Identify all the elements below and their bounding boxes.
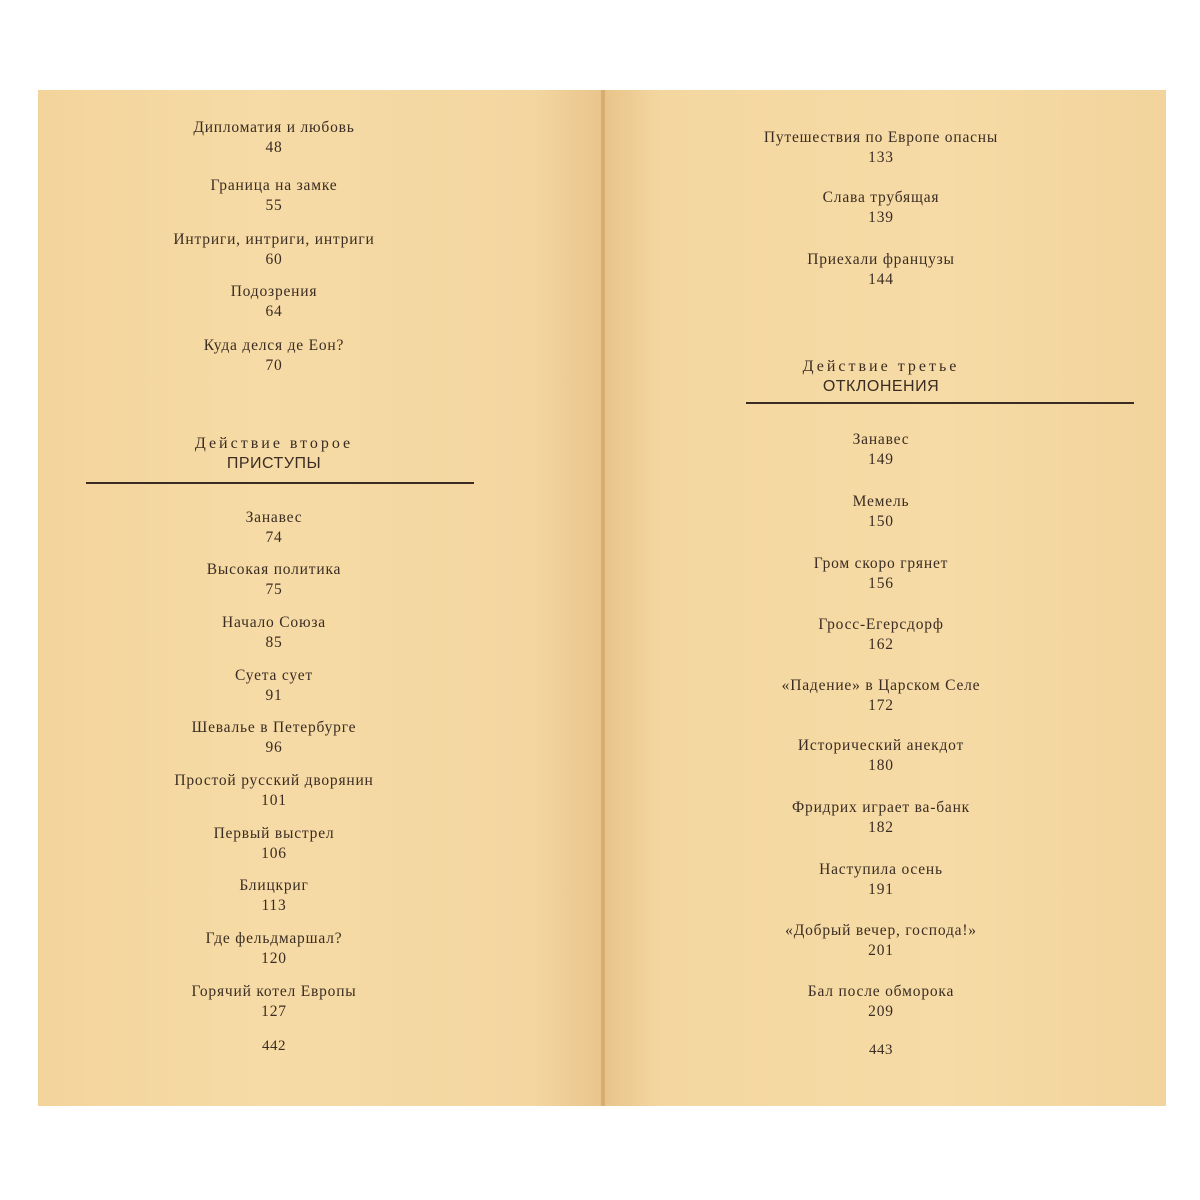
toc-entry (665, 676, 1097, 716)
toc-entry-page: 85 (265, 634, 283, 651)
toc-entry-page: 91 (265, 687, 283, 704)
toc-entry-title: Фридрих играет ва-банк (791, 799, 970, 816)
toc-entry (78, 982, 470, 1022)
toc-entry-page: 74 (265, 529, 283, 546)
toc-entry-page: 55 (265, 197, 283, 214)
toc-entry (665, 128, 1097, 168)
toc-entry (78, 560, 470, 600)
toc-entry (665, 615, 1097, 655)
toc-entry (665, 250, 1097, 290)
toc-entry-page: 106 (261, 845, 287, 862)
toc-entry (78, 876, 470, 916)
toc-entry-title: Интриги, интриги, интриги (173, 231, 375, 248)
toc-entry-title: Дипломатия и любовь (193, 119, 355, 136)
toc-entry-page: 70 (265, 357, 283, 374)
toc-entry-title: Первый выстрел (213, 825, 335, 842)
toc-entry (78, 508, 470, 548)
toc-entry-title: «Падение» в Царском Селе (781, 677, 981, 694)
toc-entry (78, 230, 470, 270)
act-title: Действие третье (802, 358, 960, 375)
toc-entry-page: 48 (265, 139, 283, 156)
toc-entry-page: 96 (265, 739, 283, 756)
toc-entry-title: Занавес (852, 431, 910, 448)
toc-entry-title: Суета сует (235, 667, 313, 684)
toc-entry-page: 75 (265, 581, 283, 598)
toc-entry-title: Исторический анекдот (797, 737, 965, 754)
toc-entry (78, 613, 470, 653)
toc-entry-title: Мемель (852, 493, 910, 510)
toc-entry (665, 982, 1097, 1022)
toc-entry-title: Куда делся де Еон? (203, 337, 345, 354)
toc-entry-page: 172 (868, 697, 894, 714)
toc-entry-page: 120 (261, 950, 287, 967)
book-spread (38, 90, 1166, 1106)
toc-entry-title: Где фельдмаршал? (205, 930, 343, 947)
toc-entry-page: 101 (261, 792, 287, 809)
toc-entry (78, 771, 470, 811)
toc-entry-page: 144 (868, 271, 894, 288)
toc-entry (665, 921, 1097, 961)
toc-entry-title: Блицкриг (239, 877, 309, 894)
toc-entry (78, 666, 470, 706)
toc-entry (78, 176, 470, 216)
page-number: 443 (869, 1042, 893, 1058)
toc-entry-page: 182 (868, 819, 894, 836)
left-page (38, 90, 601, 1106)
section-rule (86, 482, 474, 484)
toc-entry-page: 162 (868, 636, 894, 653)
section-rule (746, 402, 1134, 404)
toc-entry-title: Гром скоро грянет (813, 555, 949, 572)
toc-entry-page: 133 (868, 149, 894, 166)
act-subtitle: ОТКЛОНЕНИЯ (822, 378, 940, 395)
toc-entry (78, 718, 470, 758)
toc-entry-title: Наступила осень (819, 861, 943, 878)
toc-entry-title: «Добрый вечер, господа!» (785, 922, 977, 939)
toc-entry-page: 150 (868, 513, 894, 530)
right-page (605, 90, 1166, 1106)
toc-entry (665, 554, 1097, 594)
toc-entry (78, 336, 470, 376)
toc-entry-title: Занавес (245, 509, 303, 526)
toc-entry (78, 282, 470, 322)
toc-entry-title: Подозрения (230, 283, 318, 300)
toc-entry-title: Горячий котел Европы (191, 983, 357, 1000)
toc-entry (78, 824, 470, 864)
toc-entry-title: Простой русский дворянин (174, 772, 374, 789)
toc-entry-page: 156 (868, 575, 894, 592)
toc-entry-page: 64 (265, 303, 283, 320)
toc-entry-title: Путешествия по Европе опасны (763, 129, 999, 146)
toc-entry-title: Начало Союза (222, 614, 326, 631)
act-subtitle: ПРИСТУПЫ (226, 455, 322, 472)
toc-entry-title: Приехали французы (807, 251, 955, 268)
toc-entry-page: 209 (868, 1003, 894, 1020)
toc-entry-page: 180 (868, 757, 894, 774)
toc-entry-page: 60 (265, 251, 283, 268)
toc-entry-page: 149 (868, 451, 894, 468)
toc-entry (665, 430, 1097, 470)
toc-entry-title: Бал после обморока (807, 983, 955, 1000)
toc-entry-title: Слава трубящая (822, 189, 940, 206)
toc-entry-page: 113 (261, 897, 287, 914)
toc-entry (665, 736, 1097, 776)
toc-entry (665, 798, 1097, 838)
toc-entry-title: Шевалье в Петербурге (191, 719, 357, 736)
toc-entry-page: 139 (868, 209, 894, 226)
page-number: 442 (262, 1038, 286, 1054)
toc-entry (665, 492, 1097, 532)
toc-entry (665, 188, 1097, 228)
toc-entry-title: Граница на замке (210, 177, 338, 194)
toc-entry-page: 127 (261, 1003, 287, 1020)
toc-entry-page: 201 (868, 942, 894, 959)
act-title: Действие второе (194, 435, 354, 452)
toc-entry (78, 118, 470, 158)
toc-entry-page: 191 (868, 881, 894, 898)
toc-entry (78, 929, 470, 969)
toc-entry-title: Высокая политика (206, 561, 342, 578)
toc-entry (665, 860, 1097, 900)
toc-entry-title: Гросс-Егерсдорф (818, 616, 944, 633)
